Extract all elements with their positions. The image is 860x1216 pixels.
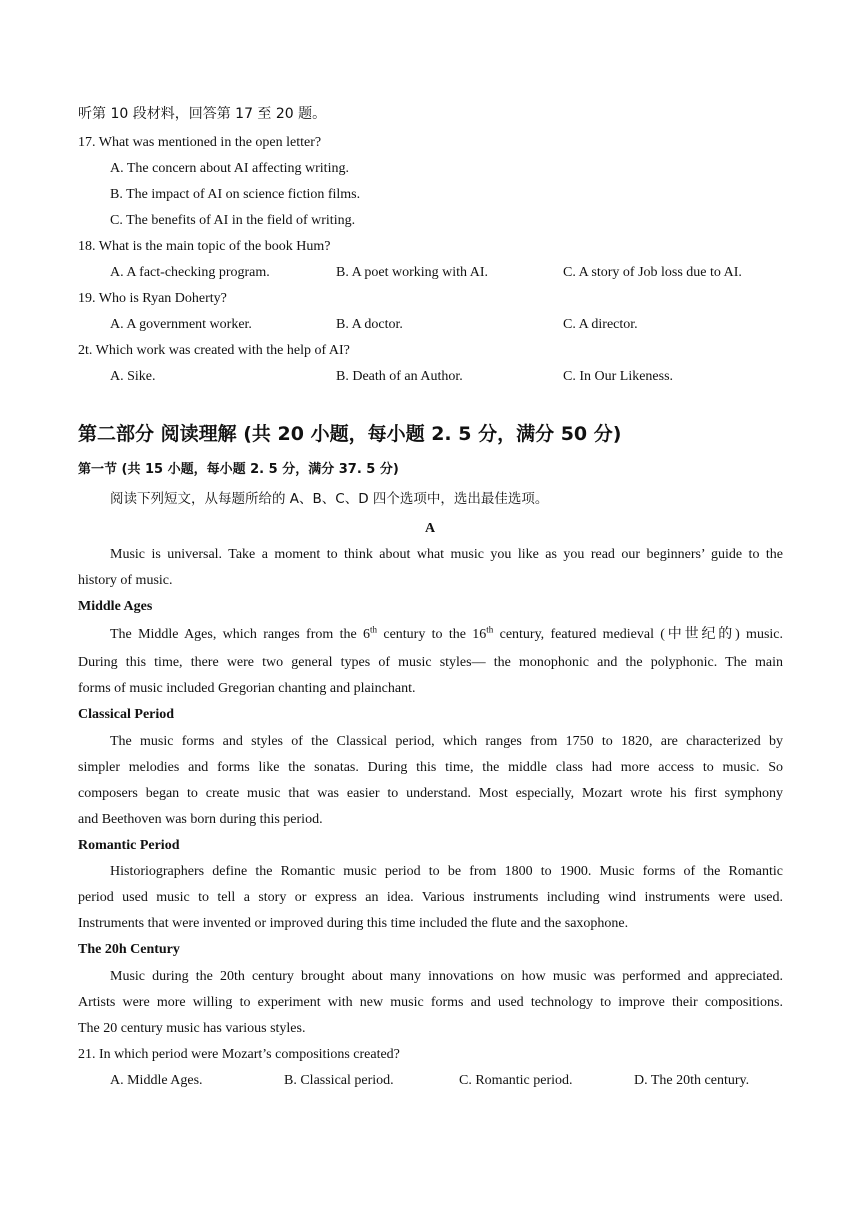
heading-romantic-period: Romantic Period	[78, 838, 180, 853]
passage-intro-line-1: Music is universal. Take a moment to think about what music you like as you read our beginners’ guide to the	[110, 547, 783, 562]
question-21-option-a: A. Middle Ages.	[110, 1073, 203, 1088]
question-21-stem: 21. In which period were Mozart’s compositions created?	[78, 1047, 400, 1062]
question-19-stem: 19. Who is Ryan Doherty?	[78, 291, 227, 306]
question-17-option-a: A. The concern about AI affecting writing.	[110, 161, 349, 176]
question-21-option-c: C. Romantic period.	[459, 1073, 573, 1088]
romantic-line-1: Historiographers define the Romantic music period to be from 1800 to 1900. Music forms of the Romantic	[110, 864, 783, 879]
heading-middle-ages: Middle Ages	[78, 599, 153, 614]
question-17-option-c: C. The benefits of AI in the field of writing.	[110, 213, 356, 228]
question-20-option-a: A. Sike.	[110, 369, 156, 384]
question-17-option-b: B. The impact of AI on science fiction films.	[110, 187, 361, 202]
question-19-option-c: C. A director.	[563, 317, 638, 332]
century-20-line-2: Artists were more willing to experiment with new music forms and used technology to improve their compositions.	[78, 995, 783, 1010]
middle-ages-line-1: The Middle Ages, which ranges from the 6th century to the 16th century, featured medieval (中世纪的) music.	[110, 624, 784, 642]
question-20-option-b: B. Death of an Author.	[336, 369, 463, 384]
question-17-stem: 17. What was mentioned in the open letter?	[78, 135, 322, 150]
question-18-stem: 18. What is the main topic of the book Hum?	[78, 239, 331, 254]
heading-20th-century: The 20h Century	[78, 942, 180, 957]
middle-ages-line-2: During this time, there were two general types of music styles— the monophonic and the polyphonic. The main	[78, 655, 783, 670]
chinese-gloss: 中世纪的	[664, 626, 736, 642]
reading-instruction: 阅读下列短文，从每题所给的 A、B、C、D 四个选项中，选出最佳选项。	[110, 491, 549, 507]
passage-label: A	[424, 521, 436, 536]
question-19-option-a: A. A government worker.	[110, 317, 252, 332]
question-18-option-a: A. A fact-checking program.	[110, 265, 270, 280]
classical-line-3: composers began to create music that was easier to understand. Most especially, Mozart wrote his first symphony	[78, 786, 783, 801]
heading-classical-period: Classical Period	[78, 707, 175, 722]
part-two-title: 第二部分 阅读理解 (共 20 小题，每小题 2. 5 分，满分 50 分)	[78, 423, 622, 445]
question-21-option-d: D. The 20th century.	[634, 1073, 750, 1088]
question-20-stem: 2t. Which work was created with the help of AI?	[78, 343, 350, 358]
superscript-th: th	[486, 624, 494, 635]
romantic-line-2: period used music to tell a story or express an idea. Various instruments including wind instruments were used.	[78, 890, 783, 905]
classical-line-4: and Beethoven was born during this period.	[78, 812, 323, 827]
question-20-option-c: C. In Our Likeness.	[563, 369, 674, 384]
section-one-title: 第一节 (共 15 小题，每小题 2. 5 分，满分 37. 5 分)	[78, 462, 399, 477]
century-20-line-3: The 20 century music has various styles.	[78, 1021, 306, 1036]
middle-ages-line-3: forms of music included Gregorian chanting and plainchant.	[78, 681, 416, 696]
century-20-line-1: Music during the 20th century brought about many innovations on how music was performed and appreciated.	[110, 969, 783, 984]
romantic-line-3: Instruments that were invented or improved during this time included the flute and the saxophone.	[78, 916, 629, 931]
superscript-th: th	[370, 624, 378, 635]
classical-line-1: The music forms and styles of the Classical period, which ranges from 1750 to 1820, are characterized by	[110, 734, 783, 749]
classical-line-2: simpler melodies and forms like the sonatas. During this time, the middle class had more access to music. So	[78, 760, 783, 775]
question-18-option-c: C. A story of Job loss due to AI.	[563, 265, 742, 280]
question-19-option-b: B. A doctor.	[336, 317, 403, 332]
question-18-option-b: B. A poet working with AI.	[336, 265, 489, 280]
listening-intro: 听第 10 段材料，回答第 17 至 20 题。	[78, 106, 327, 122]
passage-intro-line-2: history of music.	[78, 573, 173, 588]
question-21-option-b: B. Classical period.	[284, 1073, 394, 1088]
